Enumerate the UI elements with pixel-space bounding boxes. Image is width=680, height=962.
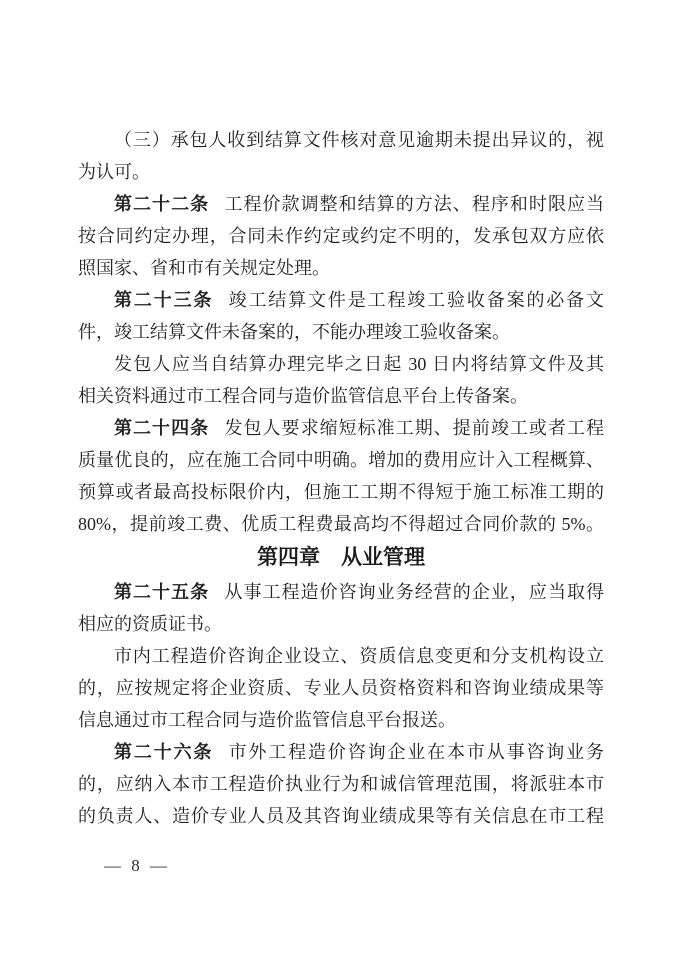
article-number: 第二十二条 xyxy=(114,194,210,214)
paragraph xyxy=(78,736,604,832)
text-line xyxy=(78,412,604,444)
text-line: 按合同约定办理，合同未作约定或约定不明的，发承包双方应依 xyxy=(78,226,604,246)
text-line: 的，应按规定将企业资质、专业人员资格资料和咨询业绩成果等 xyxy=(78,678,604,698)
text-line xyxy=(78,576,604,608)
article-number: 第二十六条 xyxy=(114,742,214,762)
paragraph xyxy=(78,640,604,736)
paragraph xyxy=(78,576,604,640)
line-text: 市外工程造价咨询企业在本市从事咨询业务 xyxy=(228,742,605,762)
paragraph xyxy=(78,188,604,284)
page-number: — 8 — xyxy=(104,856,170,875)
text-line xyxy=(78,188,604,220)
text-line: 为认可。 xyxy=(78,162,150,182)
text-line: 照国家、省和市有关规定处理。 xyxy=(78,258,330,278)
text-line: 信息通过市工程合同与造价监管信息平台报送。 xyxy=(78,710,456,730)
text-line: 预算或者最高投标限价内，但施工工期不得短于施工标准工期的 xyxy=(78,482,604,502)
text-line: 质量优良的，应在施工合同中明确。增加的费用应计入工程概算、 xyxy=(78,450,604,470)
text-line xyxy=(78,284,604,316)
text-line: 的，应纳入本市工程造价执业行为和诚信管理范围，将派驻本市 xyxy=(78,774,604,794)
line-text: 工程价款调整和结算的方法、程序和时限应当 xyxy=(224,194,605,214)
text-line: （三）承包人收到结算文件核对意见逾期未提出异议的，视 xyxy=(114,130,604,150)
line-text: 发包人要求缩短标准工期、提前竣工或者工程 xyxy=(224,418,605,438)
paragraph xyxy=(78,412,604,540)
paragraph xyxy=(78,348,604,412)
article-number: 第二十三条 xyxy=(114,290,214,310)
article-number: 第二十四条 xyxy=(114,418,210,438)
text-line: 发包人应当自结算办理完毕之日起 30 日内将结算文件及其 xyxy=(114,354,604,374)
paragraph xyxy=(78,284,604,348)
text-line: 的负责人、造价专业人员及其咨询业绩成果等有关信息在市工程 xyxy=(78,806,604,826)
article-number: 第二十五条 xyxy=(114,582,210,602)
text-line: 相关资料通过市工程合同与造价监管信息平台上传备案。 xyxy=(78,386,528,406)
text-line: 80%，提前竣工费、优质工程费最高均不得超过合同价款的 5%。 xyxy=(78,514,604,534)
line-text: 竣工结算文件是工程竣工验收备案的必备文 xyxy=(228,290,605,310)
document-body xyxy=(78,124,604,832)
text-line: 市内工程造价咨询企业设立、资质信息变更和分支机构设立 xyxy=(114,646,604,666)
text-line: 相应的资质证书。 xyxy=(78,614,222,634)
text-line: 件，竣工结算文件未备案的，不能办理竣工验收备案。 xyxy=(78,322,510,342)
text-line xyxy=(78,736,604,768)
chapter-heading: 第四章 从业管理 xyxy=(257,546,425,569)
line-text: 从事工程造价咨询业务经营的企业，应当取得 xyxy=(224,582,605,602)
paragraph xyxy=(78,124,604,188)
